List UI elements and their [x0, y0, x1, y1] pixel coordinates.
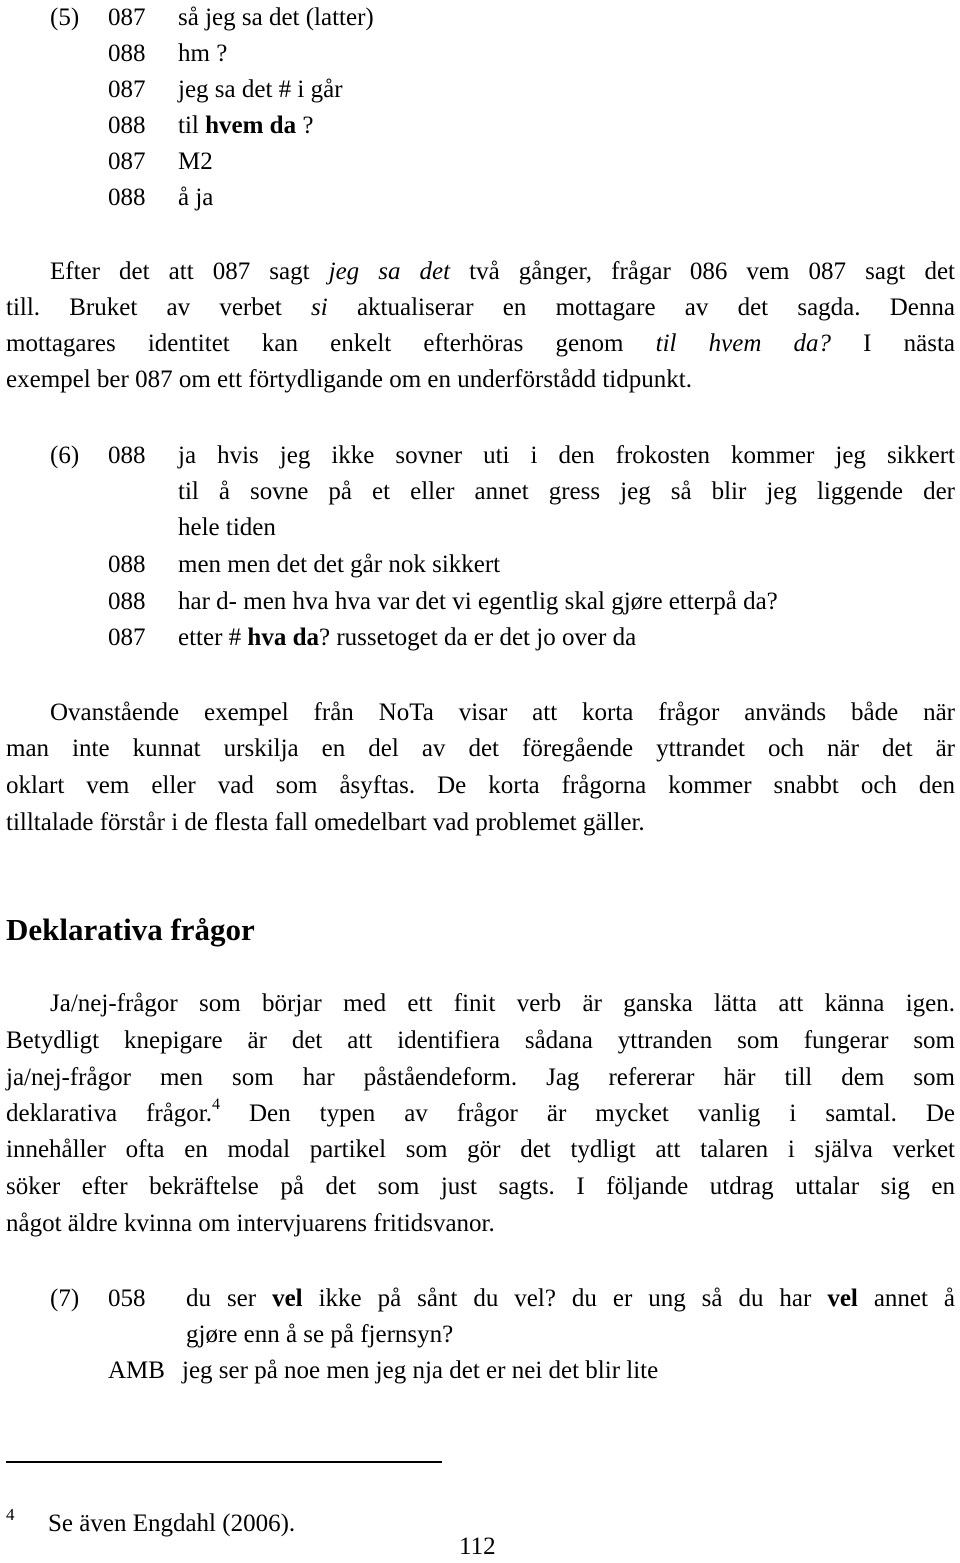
- paragraph-line: exempel ber 087 om ett förtydligande om en underförstådd tidpunkt.: [6, 366, 692, 393]
- speaker-code: 088: [108, 442, 146, 469]
- footnote-reference[interactable]: 4: [212, 1095, 220, 1113]
- emphasis: hvem da: [205, 112, 297, 139]
- utterance: M2: [178, 148, 213, 175]
- speaker-code: 087: [108, 76, 146, 103]
- section-heading: Deklarativa frågor: [6, 912, 255, 947]
- paragraph-line: innehåller ofta en modal partikel som gör det tydligt att talaren i själva verket: [6, 1136, 955, 1163]
- footnote-number: 4: [6, 1505, 15, 1524]
- paragraph-line: till. Bruket av verbet si aktualiserar en mottagare av det sagda. Denna: [6, 294, 955, 321]
- page-number: 112: [459, 1533, 496, 1560]
- utterance: jeg ser på noe men jeg nja det er nei det blir lite: [182, 1357, 659, 1384]
- paragraph-line: oklart vem eller vad som åsyftas. De korta frågorna kommer snabbt och den: [6, 772, 955, 799]
- speaker-code: 088: [108, 551, 146, 578]
- speaker-code: 087: [108, 4, 146, 31]
- utterance: du ser vel ikke på sånt du vel? du er ung så du har vel annet å: [186, 1285, 956, 1312]
- utterance: hele tiden: [178, 514, 276, 541]
- utterance: jeg sa det # i går: [178, 76, 343, 103]
- speaker-code: AMB: [108, 1357, 165, 1384]
- paragraph-line: man inte kunnat urskilja en del av det föregående yttrandet och när det är: [6, 735, 955, 762]
- speaker-code: 058: [108, 1285, 146, 1312]
- footnote-separator: [6, 1461, 442, 1463]
- paragraph-line: Betydligt knepigare är det att identifiera sådana yttranden som fungerar som: [6, 1027, 955, 1054]
- paragraph-line: Ovanstående exempel från NoTa visar att korta frågor används både när: [50, 699, 955, 726]
- utterance: men men det det går nok sikkert: [178, 551, 501, 578]
- footnote-text: Se även Engdahl (2006).: [48, 1510, 296, 1537]
- utterance: til hvem da ?: [178, 112, 314, 139]
- emphasis: hva da: [247, 624, 319, 651]
- paragraph-line: ja/nej-frågor men som har påståendeform. Jag refererar här till dem som: [6, 1064, 955, 1091]
- paragraph-line: tilltalade förstår i de flesta fall omedelbart vad problemet gäller.: [6, 809, 645, 836]
- utterance: gjøre enn å se på fjernsyn?: [186, 1321, 454, 1348]
- utterance: så jeg sa det (latter): [178, 4, 374, 31]
- utterance: å ja: [178, 184, 214, 211]
- example-label: (7): [50, 1285, 80, 1312]
- utterance: ja hvis jeg ikke sovner uti i den frokosten kommer jeg sikkert: [178, 442, 955, 469]
- paragraph-line: något äldre kvinna om intervjuarens fritidsvanor.: [6, 1210, 495, 1237]
- speaker-code: 087: [108, 148, 146, 175]
- utterance: hm ?: [178, 40, 228, 67]
- example-label: (6): [50, 442, 80, 469]
- emphasis: vel: [827, 1285, 858, 1312]
- utterance: etter # hva da? russetoget da er det jo over da: [178, 624, 637, 651]
- emphasis: vel: [272, 1285, 303, 1312]
- paragraph-line: Ja/nej-frågor som börjar med ett finit verb är ganska lätta att känna igen.: [50, 990, 955, 1017]
- paragraph-line: deklarativa frågor.$^4$ Den typen av frågor är mycket vanlig i samtal. De: [6, 1095, 955, 1127]
- speaker-code: 087: [108, 624, 146, 651]
- utterance: til å sovne på et eller annet gress jeg så blir jeg liggende der: [178, 478, 955, 505]
- speaker-code: 088: [108, 184, 146, 211]
- speaker-code: 088: [108, 40, 146, 67]
- paragraph-line: mottagares identitet kan enkelt efterhöras genom til hvem da? I nästa: [6, 330, 955, 357]
- speaker-code: 088: [108, 588, 146, 615]
- paragraph-line: söker efter bekräftelse på det som just sagts. I följande utdrag uttalar sig en: [6, 1173, 955, 1200]
- example-label: (5): [50, 4, 80, 31]
- speaker-code: 088: [108, 112, 146, 139]
- paragraph-line: Efter det att 087 sagt jeg sa det två gånger, frågar 086 vem 087 sagt det: [50, 258, 955, 285]
- utterance: har d- men hva hva var det vi egentlig skal gjøre etterpå da?: [178, 588, 778, 615]
